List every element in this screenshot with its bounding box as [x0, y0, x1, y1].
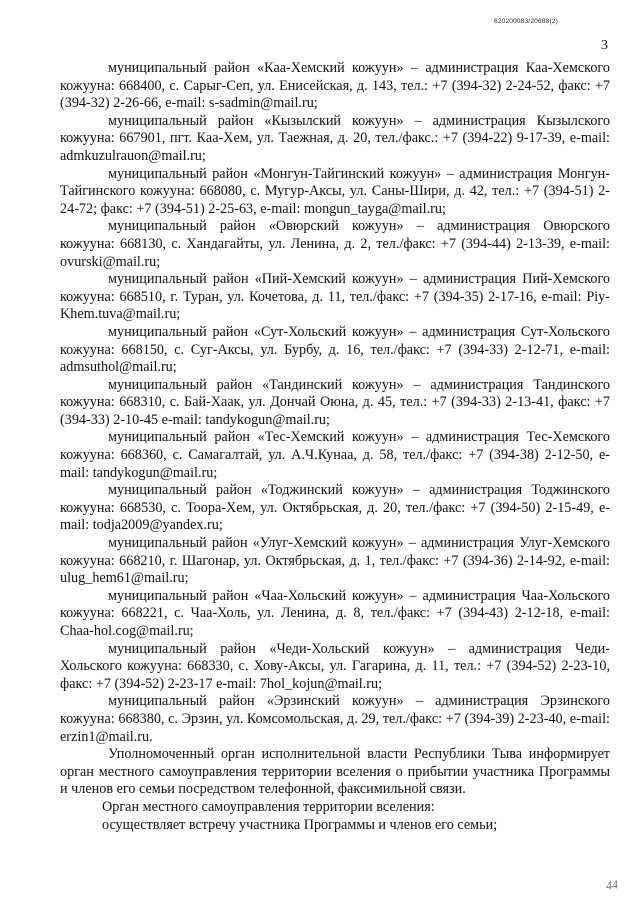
paragraph-mongun-taiga: муниципальный район «Монгун-Тайгинский кожуун» – администрация Монгун-Тайгинского кожууна: 668080, с. Мугур-Аксы, ул. Саны-Шири, д. 42, тел.: +7 (394-51) 2-24-72; факс: +7 (394-51) 2-25-63, e-mail: mongun_tayga@mail.ru; — [60, 165, 610, 217]
paragraph-meets-participant: осуществляет встречу участника Программы и членов его семьи; — [102, 816, 498, 833]
paragraph-sut-khol: муниципальный район «Сут-Хольский кожуун» – администрация Сут-Хольского кожууна: 668150, с. Суг-Аксы, ул. Бурбу, д. 16, тел./факс: +7 (394-33) 2-12-71, e-mail: admsuthol@mail.ru; — [60, 323, 610, 376]
handwritten-page-mark: 44 — [605, 877, 619, 893]
paragraph-kaa-khem: муниципальный район «Каа-Хемский кожуун» – администрация Каа-Хемского кожууна: 668400, с. Сарыг-Сеп, ул. Енисейская, д. 143, тел.: +7 (394-32) 2-24-52, факс: +7 (394-32) 2-26-66, e-mail: s-sadmin@mail.ru; — [60, 60, 610, 112]
paragraph-local-government: Орган местного самоуправления территории вселения: — [102, 798, 435, 815]
paragraph-chedi-khol: муниципальный район «Чеди-Хольский кожуун» – администрация Чеди-Хольского кожууна: 668330, с. Хову-Аксы, ул. Гагарина, д. 11, тел.: +7 (394-52) 2-23-10, факс: +7 (394-52) 2-23-17 e-mail: 7hol_kojun@mail.ru; — [60, 640, 610, 692]
paragraph-ovyur: муниципальный район «Овюрский кожуун» – администрация Овюрского кожууна: 668130, с. Хандагайты, ул. Ленина, д. 2, тел./факс: +7 (394-44) 2-13-39, e-mail: ovurski@mail.ru; — [60, 218, 610, 270]
paragraph-erzin: муниципальный район «Эрзинский кожуун» – администрация Эрзинского кожууна: 668380, с. Эрзин, ул. Комсомольская, д. 29, тел./факс: +7 (394-39) 2-23-40, e-mail: erzin1@mail.ru. — [60, 693, 610, 745]
paragraph-kyzyl: муниципальный район «Кызылский кожуун» – администрация Кызылского кожууна: 667901, пгт. Каа-Хем, ул. Таежная, д. 20, тел./факс.: +7 (394-22) 9-17-39, e-mail: admkuzulrauon@mail.ru; — [60, 112, 610, 164]
paragraph-piy-khem: муниципальный район «Пий-Хемский кожуун» – администрация Пий-Хемского кожууна: 668510, г. Туран, ул. Кочетова, д. 11, тел./факс: +7 (394-35) 2-17-16, e-mail: Piy-Khem.tuva@mail.ru; — [60, 271, 610, 323]
paragraph-authorized-body: Уполномоченный орган исполнительной власти Республики Тыва информирует орган местного самоуправления территории вселения о прибытии участника Программы и членов его семьи посредством телефонной, факсимильной связи. — [60, 746, 610, 798]
page-number: 3 — [601, 38, 608, 53]
paragraph-todzha: муниципальный район «Тоджинский кожуун» – администрация Тоджинского кожууна: 668530, с. Тоора-Хем, ул. Октябрьская, д. 20, тел./факс: +7 (394-50) 2-15-49, e-mail: todja2009@yandex.ru; — [60, 482, 610, 534]
document-number: 620200083/20688(2) — [494, 18, 558, 25]
paragraph-ulug-khem: муниципальный район «Улуг-Хемский кожуун» – администрация Улуг-Хемского кожууна: 668210, г. Шагонар, ул. Октябрьская, д. 1, тел./факс: +7 (394-36) 2-14-92, e-mail: ulug_hem61@mail.ru; — [60, 535, 610, 587]
paragraph-chaa-khol: муниципальный район «Чаа-Хольский кожуун» – администрация Чаа-Хольского кожууна: 668221, с. Чаа-Холь, ул. Ленина, д. 8, тел./факс: +7 (394-43) 2-12-18, e-mail: Chaa-hol.cog@mail.ru; — [60, 587, 610, 639]
document-body — [60, 60, 610, 834]
paragraph-tes-khem: муниципальный район «Тес-Хемский кожуун» – администрация Тес-Хемского кожууна: 668360, с. Самагалтай, ул. А.Ч.Кунаа, д. 58, тел./факс: +7 (394-38) 2-12-50, e-mail: tandykogun@mail.ru; — [60, 429, 610, 481]
paragraph-tandy: муниципальный район «Тандинский кожуун» – администрация Тандинского кожууна: 668310, с. Бай-Хаак, ул. Дончай Оюна, д. 45, тел.: +7 (394-33) 2-13-41, факс: +7 (394-33) 2-10-45 e-mail: tandykogun@mail.ru; — [60, 376, 610, 428]
